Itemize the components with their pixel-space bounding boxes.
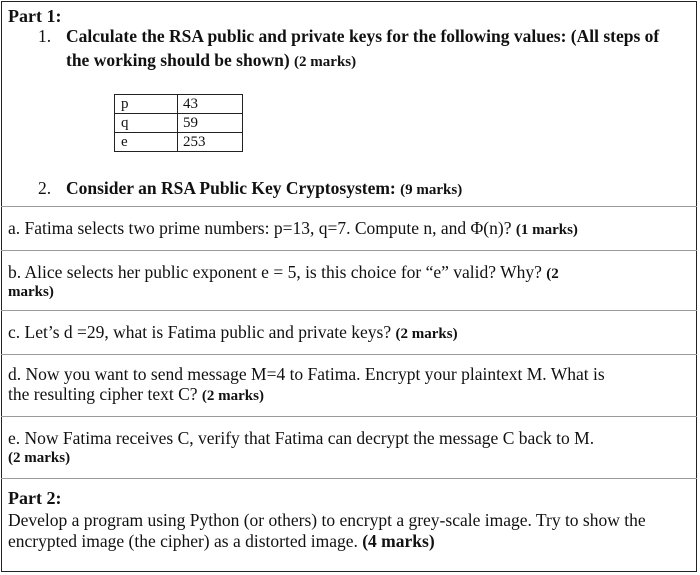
q1-line2: the working should be shown) bbox=[66, 50, 290, 70]
divider bbox=[1, 206, 697, 207]
table-row bbox=[115, 114, 243, 133]
table-value-e: 253 bbox=[178, 133, 243, 152]
q2a-row bbox=[8, 218, 578, 240]
q2d-marks: (2 marks) bbox=[201, 388, 264, 404]
divider bbox=[1, 416, 697, 417]
part2-marks: (4 marks) bbox=[362, 531, 435, 551]
part1-title: Part 1: bbox=[8, 6, 62, 26]
divider bbox=[1, 250, 697, 251]
table-value-q: 59 bbox=[178, 114, 243, 133]
part2-row bbox=[8, 531, 435, 551]
q2c-marks: (2 marks) bbox=[395, 326, 458, 342]
q2-row bbox=[66, 178, 462, 200]
q2b-line1: b. Alice selects her public exponent e = 5, is this choice for “e” valid? Why? bbox=[8, 262, 542, 282]
q2d-line1: d. Now you want to send message M=4 to Fatima. Encrypt your plaintext M. What is bbox=[8, 364, 605, 384]
q1-line1: Calculate the RSA public and private keys for the following values: (All steps of bbox=[66, 26, 660, 46]
divider bbox=[1, 478, 697, 479]
q2d-line2: the resulting cipher text C? bbox=[8, 384, 198, 404]
part2-line2: encrypted image (the cipher) as a distorted image. bbox=[8, 531, 358, 551]
part2-title: Part 2: bbox=[8, 488, 62, 508]
q2-marks: (9 marks) bbox=[400, 182, 463, 198]
table-row bbox=[115, 95, 243, 114]
q2e-marks: (2 marks) bbox=[8, 450, 71, 466]
q2c-text: c. Let’s d =29, what is Fatima public and private keys? bbox=[8, 322, 392, 342]
table-key-e: e bbox=[115, 133, 178, 152]
table-key-p: p bbox=[115, 95, 178, 114]
part2-line1: Develop a program using Python (or others) to encrypt a grey-scale image. Try to show the bbox=[8, 510, 646, 530]
divider bbox=[1, 310, 697, 311]
table-row bbox=[115, 133, 243, 152]
rsa-values-table bbox=[114, 94, 243, 152]
q2a-text: a. Fatima selects two prime numbers: p=13, q=7. Compute n, and Φ(n)? bbox=[8, 218, 512, 238]
q2a-marks: (1 marks) bbox=[515, 222, 578, 238]
table-key-q: q bbox=[115, 114, 178, 133]
q2b-marks-start: (2 bbox=[546, 266, 559, 282]
question-frame bbox=[1, 1, 697, 572]
q2d-row bbox=[8, 384, 264, 406]
table-value-p: 43 bbox=[178, 95, 243, 114]
q2e-line1: e. Now Fatima receives C, verify that Fatima can decrypt the message C back to M. bbox=[8, 428, 595, 448]
q2b-marks-end: marks) bbox=[8, 284, 54, 300]
q2b-row bbox=[8, 262, 559, 284]
q2-number: 2. bbox=[38, 178, 52, 198]
q2-text: Consider an RSA Public Key Cryptosystem: bbox=[66, 178, 396, 198]
q1-line2-row bbox=[66, 50, 356, 72]
q1-marks: (2 marks) bbox=[294, 54, 357, 70]
q1-number: 1. bbox=[38, 26, 52, 46]
q2c-row bbox=[8, 322, 458, 344]
divider bbox=[1, 354, 697, 355]
